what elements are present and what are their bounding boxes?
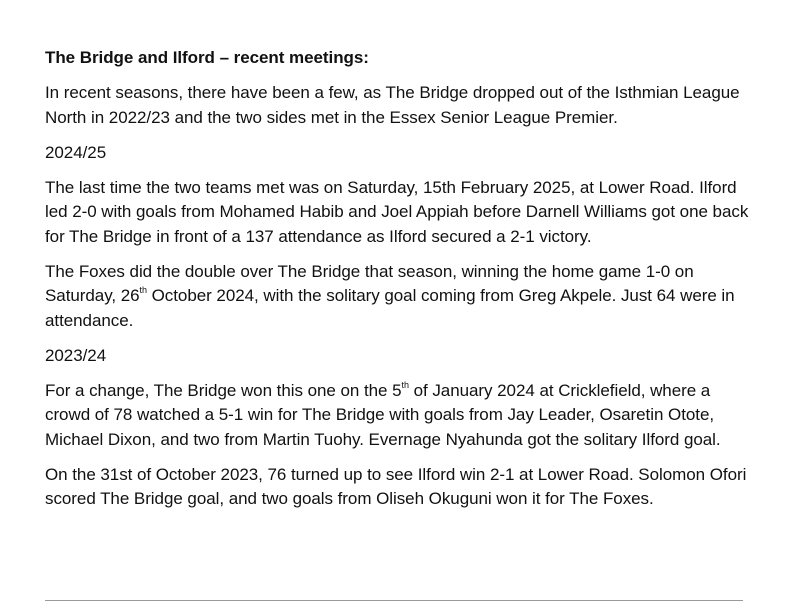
horizontal-divider: [45, 600, 743, 601]
ordinal-suffix: th: [401, 379, 409, 390]
paragraph-text-end: October 2024, with the solitary goal coming from Greg Akpele. Just 64 were in attendance.: [45, 286, 735, 330]
ordinal-suffix: th: [139, 285, 147, 296]
paragraph-text-start: The Foxes did the double over The Bridge that season, winning the home game 1-0 on Saturday, 26: [45, 261, 694, 305]
season-label-2023-24: 2023/24: [45, 345, 107, 365]
article-body: [45, 46, 750, 522]
paragraph-oct-2024-match: [45, 260, 750, 334]
paragraph-text-start: For a change, The Bridge won this one on the 5: [45, 380, 402, 400]
paragraph-oct-2023-match: On the 31st of October 2023, 76 turned up to see Ilford win 2-1 at Lower Road. Solomon Ofori scored The Bridge goal, and two goals from Oliseh Okuguni won it for The Foxes.: [45, 464, 747, 508]
paragraph-jan-2024-match: [45, 379, 750, 453]
intro-paragraph: In recent seasons, there have been a few, as The Bridge dropped out of the Isthmian League North in 2022/23 and the two sides met in the Essex Senior League Premier.: [45, 83, 740, 127]
section-heading: The Bridge and Ilford – recent meetings:: [45, 48, 369, 67]
paragraph-text-end: of January 2024 at Cricklefield, where a crowd of 78 watched a 5-1 win for The Bridge with goals from Jay Leader, Osaretin Otote, Michael Dixon, and two from Martin Tuohy. Evernage Nyahunda got the solitary Ilford goal.: [45, 380, 721, 449]
paragraph-feb-2025-match: The last time the two teams met was on Saturday, 15th February 2025, at Lower Road. Ilford led 2-0 with goals from Mohamed Habib and Joel Appiah before Darnell Williams got one back for The Bridge in front of a 137 attendance as Ilford secured a 2-1 victory.: [45, 177, 749, 246]
season-label-2024-25: 2024/25: [45, 142, 107, 162]
